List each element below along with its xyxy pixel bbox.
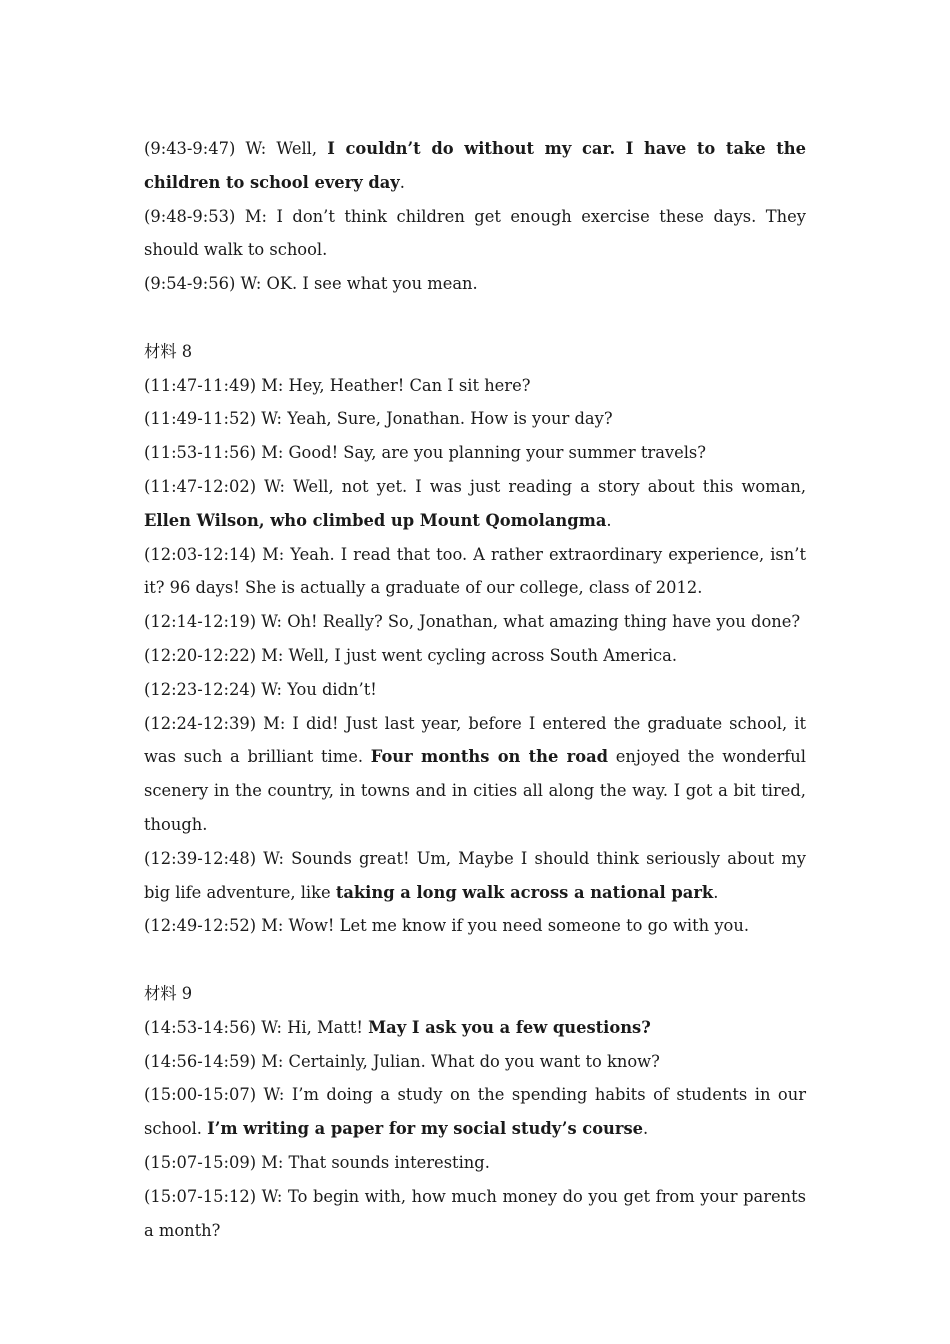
line-text: (12:20-12:22) M: Well, I just went cycling across South America. bbox=[144, 645, 678, 665]
section-spacer bbox=[144, 943, 806, 977]
line-text: (9:43-9:47) W: Well, bbox=[144, 139, 328, 158]
transcript-line bbox=[144, 132, 806, 200]
line-text: (11:53-11:56) M: Good! Say, are you planning your summer travels? bbox=[144, 443, 707, 463]
line-text: (12:24-12:39) M: I did! Just last year, before I entered the graduate school, it was such a brilliant time. bbox=[144, 713, 806, 767]
section bbox=[144, 335, 806, 943]
section-spacer bbox=[144, 301, 806, 335]
transcript-line bbox=[144, 402, 806, 436]
transcript-line bbox=[144, 605, 806, 639]
key-phrase: Ellen Wilson, who climbed up Mount Qomolangma bbox=[144, 510, 607, 530]
transcript-line bbox=[144, 538, 806, 606]
line-text: . bbox=[606, 510, 612, 530]
key-phrase: May I ask you a few questions? bbox=[368, 1017, 651, 1037]
line-text: (12:23-12:24) W: You didn’t! bbox=[144, 679, 377, 699]
line-text: (9:54-9:56) W: OK. I see what you mean. bbox=[144, 274, 478, 294]
line-text: (12:39-12:48) W: Sounds great! Um, Maybe I should think seriously about my big life adventure, like bbox=[144, 848, 806, 902]
transcript-line bbox=[144, 369, 806, 403]
transcript-line bbox=[144, 1146, 806, 1180]
line-text: (9:48-9:53) M: I don’t think children get enough exercise these days. They should walk to school. bbox=[144, 206, 806, 260]
transcript-line bbox=[144, 842, 806, 910]
transcript-line bbox=[144, 1011, 806, 1045]
transcript-line bbox=[144, 267, 806, 301]
line-text: (15:07-15:12) W: To begin with, how much money do you get from your parents a month? bbox=[144, 1186, 806, 1240]
key-phrase: Four months on the road bbox=[370, 747, 609, 767]
line-text: (14:53-14:56) W: Hi, Matt! bbox=[144, 1017, 369, 1037]
transcript-line bbox=[144, 707, 806, 842]
transcript-line bbox=[144, 470, 806, 538]
line-text: . bbox=[713, 882, 719, 902]
line-text: (15:07-15:09) M: That sounds interesting. bbox=[144, 1152, 490, 1172]
line-text: . bbox=[643, 1119, 649, 1139]
key-phrase: I’m writing a paper for my social study’s course bbox=[207, 1119, 643, 1139]
section-heading: 材料 9 bbox=[144, 983, 193, 1003]
transcript-line bbox=[144, 436, 806, 470]
section bbox=[144, 977, 806, 1247]
line-text: (12:49-12:52) M: Wow! Let me know if you need someone to go with you. bbox=[144, 916, 749, 936]
section bbox=[144, 132, 806, 301]
line-text: (11:47-11:49) M: Hey, Heather! Can I sit here? bbox=[144, 375, 531, 395]
line-text: (15:00-15:07) W: I’m doing a study on the spending habits of students in our school. bbox=[144, 1085, 806, 1139]
line-text: (14:56-14:59) M: Certainly, Julian. What do you want to know? bbox=[144, 1051, 660, 1071]
transcript-line bbox=[144, 1045, 806, 1079]
transcript-line bbox=[144, 639, 806, 673]
section-heading: 材料 8 bbox=[144, 341, 193, 361]
line-text: . bbox=[399, 172, 405, 192]
transcript-line bbox=[144, 673, 806, 707]
transcript-line bbox=[144, 909, 806, 943]
line-text: (11:47-12:02) W: Well, not yet. I was just reading a story about this woman, bbox=[144, 476, 806, 496]
line-text: enjoyed the wonderful scenery in the country, in towns and in cities all along the way. I got a bit tired, though. bbox=[144, 747, 807, 834]
key-phrase: taking a long walk across a national park bbox=[335, 882, 714, 902]
document-page bbox=[144, 132, 806, 1247]
transcript-line bbox=[144, 200, 806, 268]
line-text: (12:03-12:14) M: Yeah. I read that too. A rather extraordinary experience, isn’t it? 96 days! She is actually a graduate of our college, class of 2012. bbox=[144, 544, 806, 598]
line-text: (11:49-11:52) W: Yeah, Sure, Jonathan. How is your day? bbox=[144, 409, 613, 429]
transcript-line bbox=[144, 1180, 806, 1248]
line-text: (12:14-12:19) W: Oh! Really? So, Jonathan, what amazing thing have you done? bbox=[144, 612, 801, 632]
transcript-line bbox=[144, 1078, 806, 1146]
key-phrase: I couldn’t do without my car. I have to take the children to school every day bbox=[144, 139, 806, 192]
